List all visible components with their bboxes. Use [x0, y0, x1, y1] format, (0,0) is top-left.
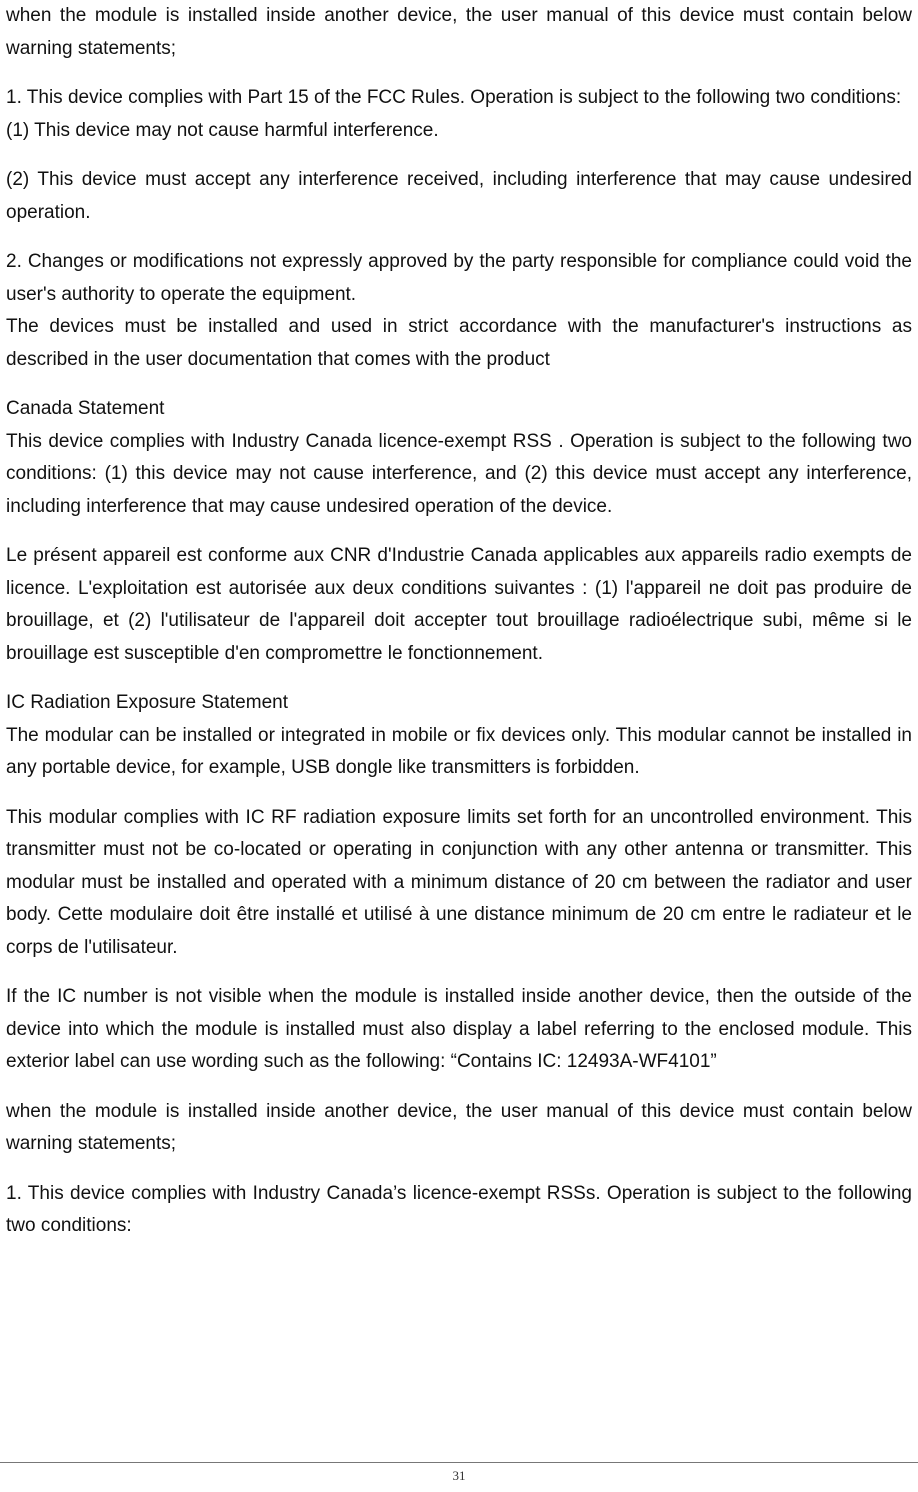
paragraph-canada-rss-en: This device complies with Industry Canada licence-exempt RSS . Operation is subject to the following two conditions: (1) this device may not cause interference, and (2) this device must accept any interference, including interference that may cause undesired operation of the device.	[6, 430, 912, 517]
heading-ic-radiation-exposure: IC Radiation Exposure Statement	[6, 692, 288, 713]
paragraph-module-warning-repeat: when the module is installed inside another device, the user manual of this device must contain below warning statements;	[6, 1100, 912, 1154]
paragraph-fcc-part15: 1. This device complies with Part 15 of the FCC Rules. Operation is subject to the following two conditions:	[6, 87, 902, 108]
paragraph-rf-exposure-limits: This modular complies with IC RF radiation exposure limits set forth for an uncontrolled environment. This transmitter must not be co-located or operating in conjunction with any other antenna or transmitter. This modular must be installed and operated with a minimum distance of 20 cm between the radiator and user body. Cette modulaire doit être installé et utilisé à une distance minimum de 20 cm entre le radiateur et le corps de l'utilisateur.	[6, 806, 912, 958]
paragraph-condition-2: (2) This device must accept any interference received, including interference that may cause undesired operation.	[6, 169, 912, 223]
heading-canada-statement: Canada Statement	[6, 398, 165, 419]
paragraph-canada-rss-fr: Le présent appareil est conforme aux CNR d'Industrie Canada applicables aux appareils radio exempts de licence. L'exploitation est autorisée aux deux conditions suivantes : (1) l'appareil ne doit pas produire de brouillage, et (2) l'utilisateur de l'appareil doit accepter tout brouillage radioélectrique subi, même si le brouillage est susceptible d'en compromettre le fonctionnement.	[6, 545, 912, 664]
paragraph-ic-rss-compliance: 1. This device complies with Industry Canada’s licence-exempt RSSs. Operation is subject to the following two conditions:	[6, 1182, 912, 1236]
paragraph-condition-1: (1) This device may not cause harmful interference.	[6, 119, 439, 141]
paragraph-modular-installation: The modular can be installed or integrated in mobile or fix devices only. This modular cannot be installed in any portable device, for example, USB dongle like transmitters is forbidden.	[6, 724, 912, 778]
document-body	[6, 0, 912, 1260]
paragraph-changes-warning: 2. Changes or modifications not expressly approved by the party responsible for compliance could void the user's authority to operate the equipment.	[6, 251, 912, 305]
paragraph-module-warning-intro: when the module is installed inside another device, the user manual of this device must contain below warning statements;	[6, 5, 912, 59]
paragraph-installation-instructions: The devices must be installed and used in strict accordance with the manufacturer's instructions as described in the user documentation that comes with the product	[6, 316, 912, 370]
page-number: 31	[452, 1468, 466, 1483]
paragraph-ic-label: If the IC number is not visible when the module is installed inside another device, then the outside of the device into which the module is installed must also display a label referring to the enclosed module. This exterior label can use wording such as the following: “Contains IC: 12493A-WF4101”	[6, 986, 912, 1072]
footer-divider	[0, 1462, 918, 1463]
